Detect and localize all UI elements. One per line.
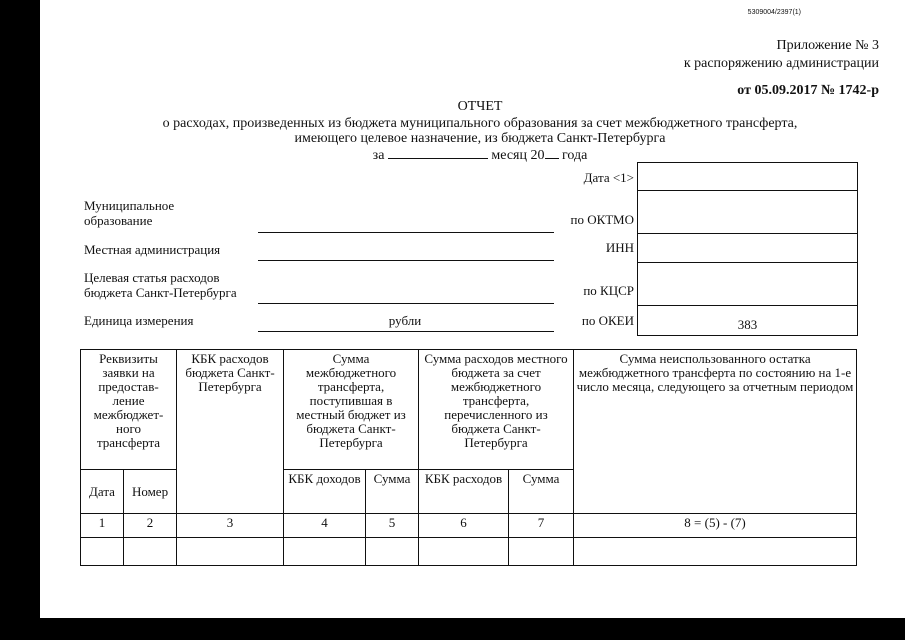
kcsr-code-label: по КЦСР	[583, 283, 634, 298]
period-suffix: года	[562, 148, 588, 163]
subheader-date: Дата	[81, 470, 124, 514]
period-year-blank[interactable]	[545, 146, 559, 159]
units-value: рубли	[388, 313, 422, 328]
units-label: Единица измерения	[84, 313, 194, 328]
header-received-sum: Сумма межбюджетного трансферта, поступившая в местный бюджет из бюджета Санкт-Петербурга	[284, 350, 419, 470]
table-cell-number[interactable]	[124, 538, 177, 566]
okei-code-value: 383	[737, 317, 758, 332]
report-period	[90, 146, 870, 163]
oktmo-code-label: по ОКТМО	[570, 212, 634, 227]
scan-bottom-border	[0, 618, 905, 640]
subheader-kbk-income: КБК доходов	[284, 470, 366, 514]
column-number: 1	[81, 514, 124, 538]
subheader-sum-2: Сумма	[509, 470, 574, 514]
column-number: 2	[124, 514, 177, 538]
kcsr-code-cell[interactable]	[638, 263, 857, 306]
municipal-label-1: Муниципальное	[84, 198, 175, 213]
column-number: 5	[366, 514, 419, 538]
target-article-input-line[interactable]	[258, 303, 554, 304]
report-subtitle-2: имеющего целевое назначение, из бюджета Санкт-Петербурга	[294, 131, 666, 146]
date-code-label: Дата <1>	[583, 170, 634, 185]
table-cell-kbk-expense[interactable]	[419, 538, 509, 566]
column-number: 7	[509, 514, 574, 538]
table-header-row	[81, 350, 857, 470]
report-title: ОТЧЕТ	[457, 99, 503, 114]
header-transferred-sum: Сумма расходов местного бюджета за счет межбюджетного трансферта, перечисленного из бюджета Санкт-Петербурга	[419, 350, 574, 470]
column-number: 4	[284, 514, 366, 538]
table-cell-transferred-sum[interactable]	[509, 538, 574, 566]
header-kbk-expenses: КБК расходов бюджета Санкт-Петербурга	[177, 350, 284, 514]
report-subtitle-1: о расходах, произведенных из бюджета муниципального образования за счет межбюджетного трансферта,	[162, 116, 798, 131]
okei-code-cell[interactable]	[638, 306, 857, 335]
header-request-details: Реквизиты заявки на предостав-ление межбюджет-ного трансферта	[81, 350, 177, 470]
target-article-label-1: Целевая статья расходов	[84, 270, 220, 285]
units-input-line[interactable]	[258, 331, 554, 332]
local-admin-input-line[interactable]	[258, 260, 554, 261]
column-number: 3	[177, 514, 284, 538]
scan-left-border	[0, 0, 40, 640]
table-data-row	[81, 538, 857, 566]
table-cell-kbk-income[interactable]	[284, 538, 366, 566]
table-column-numbers-row	[81, 514, 857, 538]
period-month-blank[interactable]	[388, 146, 488, 159]
column-number: 8 = (5) - (7)	[574, 514, 857, 538]
table-cell-kbk-expenses[interactable]	[177, 538, 284, 566]
subheader-number: Номер	[124, 470, 177, 514]
table-cell-received-sum[interactable]	[366, 538, 419, 566]
date-code-cell[interactable]	[638, 163, 857, 191]
appendix-number: Приложение № 3	[776, 38, 879, 53]
subheader-kbk-expense: КБК расходов	[419, 470, 509, 514]
municipal-label-2: образование	[84, 213, 153, 228]
subheader-sum-1: Сумма	[366, 470, 419, 514]
period-month-label: месяц 20	[491, 148, 545, 163]
inn-code-cell[interactable]	[638, 234, 857, 263]
okei-code-label: по ОКЕИ	[581, 313, 634, 328]
municipal-input-line[interactable]	[258, 232, 554, 233]
table-cell-unused-balance[interactable]	[574, 538, 857, 566]
report-table	[80, 349, 857, 566]
target-article-label-2: бюджета Санкт-Петербурга	[84, 285, 237, 300]
period-prefix: за	[372, 148, 385, 163]
oktmo-code-cell[interactable]	[638, 191, 857, 234]
codes-box	[637, 162, 858, 336]
appendix-date-number: от 05.09.2017 № 1742-р	[737, 83, 879, 98]
appendix-reference: к распоряжению администрации	[683, 56, 879, 71]
header-unused-balance: Сумма неиспользованного остатка межбюджетного трансферта по состоянию на 1-е число месяца, следующего за отчетным периодом	[574, 350, 857, 514]
column-number: 6	[419, 514, 509, 538]
document-code: 5309004/2397(1)	[747, 9, 801, 16]
local-admin-label: Местная администрация	[84, 242, 221, 257]
table-cell-date[interactable]	[81, 538, 124, 566]
inn-code-label: ИНН	[605, 240, 634, 255]
